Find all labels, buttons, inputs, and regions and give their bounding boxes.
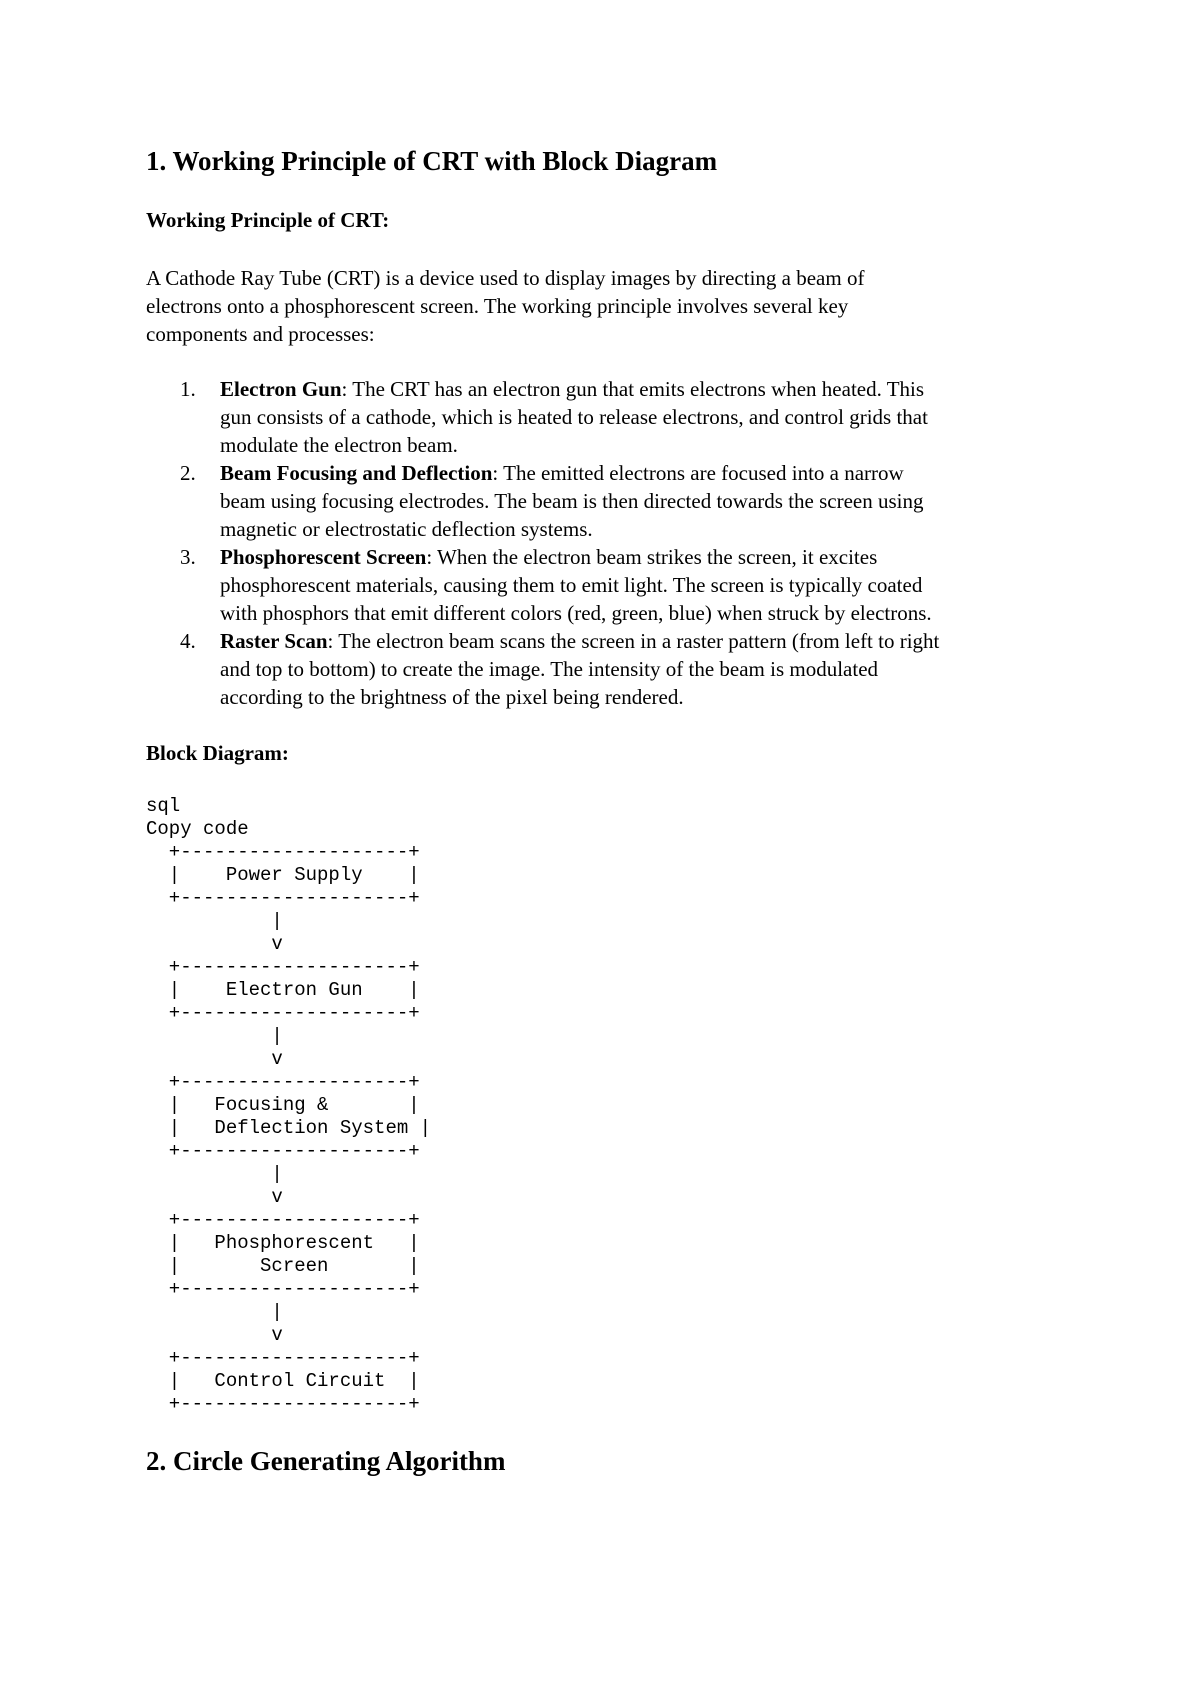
code-line: | Electron Gun |: [146, 979, 420, 1001]
list-item-line: with phosphors that emit different colors (red, green, blue) when struck by electrons.: [220, 601, 932, 625]
list-item-line: beam using focusing electrodes. The beam is then directed towards the screen using: [220, 489, 924, 513]
list-item-text: : The emitted electrons are focused into a narrow: [492, 461, 904, 485]
code-line: |: [146, 1163, 283, 1185]
code-line: | Control Circuit |: [146, 1370, 420, 1392]
list-item-number: 4.: [180, 629, 196, 653]
code-line: sql: [146, 795, 181, 817]
list-item-term: Electron Gun: [220, 377, 342, 401]
list-item-line: magnetic or electrostatic deflection systems.: [220, 517, 593, 541]
code-line: +--------------------+: [146, 887, 420, 909]
list-item-term: Phosphorescent Screen: [220, 545, 427, 569]
list-item-term: Raster Scan: [220, 629, 328, 653]
working-principle-subheading: Working Principle of CRT:: [146, 208, 390, 232]
code-line: | Deflection System |: [146, 1117, 432, 1139]
code-line: v: [146, 1186, 283, 1208]
code-line: | Phosphorescent |: [146, 1232, 420, 1254]
block-diagram-subheading: Block Diagram:: [146, 741, 289, 765]
code-line: Copy code: [146, 818, 249, 840]
code-line: | Screen |: [146, 1255, 420, 1277]
code-line: +--------------------+: [146, 1140, 420, 1162]
code-line: v: [146, 933, 283, 955]
code-line: +--------------------+: [146, 1002, 420, 1024]
list-item-text: : The electron beam scans the screen in a raster pattern (from left to right: [327, 629, 940, 653]
list-item-number: 3.: [180, 545, 196, 569]
list-item-line: and top to bottom) to create the image. The intensity of the beam is modulated: [220, 657, 879, 681]
code-line: +--------------------+: [146, 1393, 420, 1415]
code-line: |: [146, 910, 283, 932]
code-line: +--------------------+: [146, 956, 420, 978]
code-line: | Focusing & |: [146, 1094, 420, 1116]
list-item-text: : When the electron beam strikes the screen, it excites: [426, 545, 878, 569]
intro-paragraph: [146, 264, 1046, 348]
list-item-electron-gun: [146, 375, 1066, 459]
code-line: +--------------------+: [146, 841, 420, 863]
list-item-line: [220, 375, 1066, 403]
list-item-line: phosphorescent materials, causing them to emit light. The screen is typically coated: [220, 573, 923, 597]
code-line: +--------------------+: [146, 1347, 420, 1369]
block-diagram-code: [146, 795, 431, 1416]
section-2-heading: 2. Circle Generating Algorithm: [146, 1446, 506, 1476]
code-line: v: [146, 1324, 283, 1346]
code-line: |: [146, 1025, 283, 1047]
list-item-beam-focusing: [146, 459, 1066, 543]
intro-line: electrons onto a phosphorescent screen. The working principle involves several key: [146, 294, 849, 318]
code-line: +--------------------+: [146, 1278, 420, 1300]
list-item-line: [220, 543, 1066, 571]
list-item-number: 1.: [180, 377, 196, 401]
list-item-phosphorescent-screen: [146, 543, 1066, 627]
code-line: |: [146, 1301, 283, 1323]
intro-line: components and processes:: [146, 322, 375, 346]
list-item-line: gun consists of a cathode, which is heated to release electrons, and control grids that: [220, 405, 928, 429]
intro-line: A Cathode Ray Tube (CRT) is a device used to display images by directing a beam of: [146, 266, 865, 290]
list-item-line: according to the brightness of the pixel being rendered.: [220, 685, 684, 709]
list-item-raster-scan: [146, 627, 1066, 711]
list-item-line: [220, 627, 1066, 655]
list-item-line: [220, 459, 1066, 487]
code-line: v: [146, 1048, 283, 1070]
code-line: +--------------------+: [146, 1209, 420, 1231]
code-line: | Power Supply |: [146, 864, 420, 886]
section-1-heading: 1. Working Principle of CRT with Block Diagram: [146, 146, 718, 176]
list-item-term: Beam Focusing and Deflection: [220, 461, 493, 485]
crt-components-list: [146, 375, 1066, 711]
list-item-text: : The CRT has an electron gun that emits electrons when heated. This: [341, 377, 925, 401]
list-item-number: 2.: [180, 461, 196, 485]
code-line: +--------------------+: [146, 1071, 420, 1093]
list-item-line: modulate the electron beam.: [220, 433, 458, 457]
